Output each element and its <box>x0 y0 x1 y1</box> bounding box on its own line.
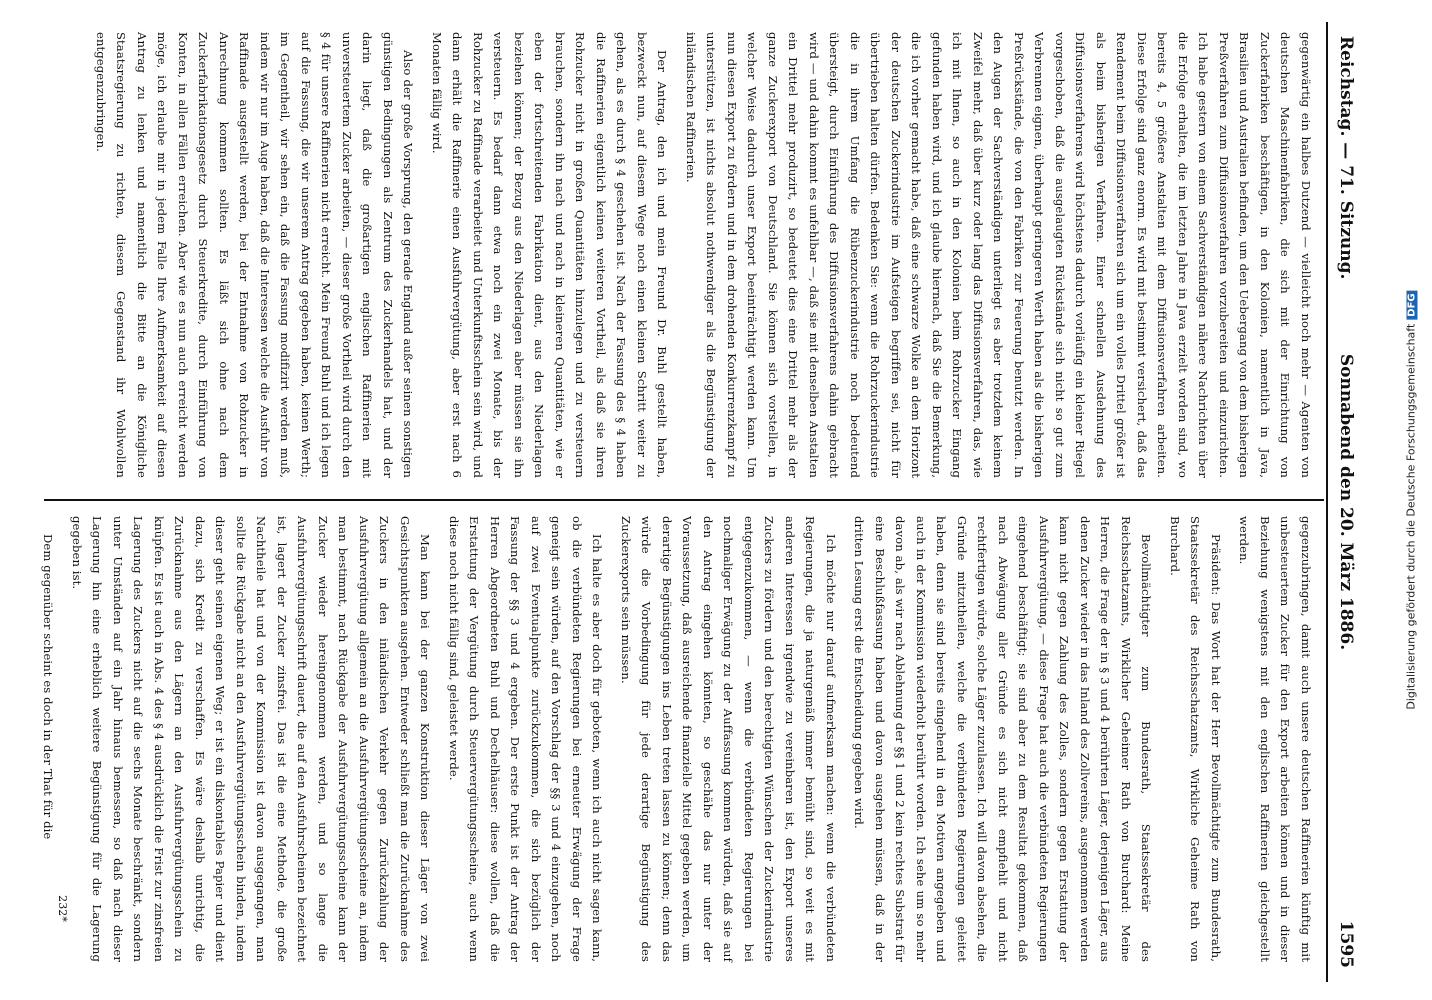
rotated-page <box>38 22 1368 982</box>
dfg-logo-badge: DFG <box>1407 290 1418 319</box>
paragraph: Man kann bei der ganzen Konstruktion dieser Läger von zwei Gesichtspunkten ausgehen. Entweder schließt man die Zurücknahme des Zuckers in den inländischen Verkehr gegen Zurückzahlung der Ausfuhrvergütung allgemein an die Ausfuhrvergütungsscheine an, indem man bestimmt, nach Rückgabe der Ausfuhrvergütungsscheine kann der Zucker wieder hereingenommen werden, und so lange die Ausfuhrvergütungsschrift dauert, die auf den Ausfuhrscheinen bezeichnet ist, lagert der Zucker zinsfrei. Das ist die eine Methode, die große Nachtheile hat und von der Kommission ist davon ausgegangen, man sollte die Rückgabe nicht an den Ausfuhrvergütungsschein binden, indem dieser geht seinen eigenen Weg; er ist ein diskontables Papier und dient dazu, sich Kredit zu verschaffen. Es wäre deshalb unrichtig, die Zurücknahme aus den Lägern an den Ausfuhrvergütungsschein zu knüpfen. Es ist auch in Abs. 4 des § 4 ausdrücklich die Frist zur zinsfreien Lagerung des Zuckers nicht auf die sechs Monate beschränkt, sondern unter Umständen auf ein Jahr hinaus bemessen, so daß nach dieser Lagerung hin eine erheblich weitere Begünstigung für die Lagerung gegeben ist. <box>70 516 433 962</box>
paragraph: Ich halte es aber doch für geboten, wenn ich auch nicht sagen kann, ob die verbündeten Regierungen bei erneuter Erwägung der Frage geneigt sein würden, auf den Vorschlag der §§ 3 und 4 einzugehen, noch auf zwei Eventualpunkte zurückzukommen, die sich bezüglich der Fassung der §§ 3 und 4 ergeben. Der erste Punkt ist der Antrag der Herren Abgeordneten Buhl und Dechelhäuser: diese wollen, daß die Erstattung der Vergütung durch Steuervergütungsscheine, auch wenn diese noch nicht fällig sind, geleistet werde. <box>447 516 605 962</box>
paragraph: Ich möchte nur darauf aufmerksam machen: wenn die verbündeten Regierungen, die ja naturgemäß immer bemüht sind, so weit es mit anderen Interessen irgendwie zu vereinbaren ist, den Export unseres Zuckers zu fördern und den berechtigten Wünschen der Zuckerindustrie entgegenzukommen, — wenn die verbündeten Regierungen bei nochmaliger Erwägung zu der Auffassung kommen würden, daß sie auf den Antrag eingehen könnten, so geschähe das nur unter der Voraussetzung, daß ausreichende finanzielle Mittel gegeben werden, um derartige Begünstigungen ins Leben treten lassen zu können; denn das würde die Vorbedingung für jede derartige Begünstigung des Zuckerexports sein müssen. <box>619 516 838 962</box>
column-divider <box>44 499 1324 501</box>
paragraph: Also der große Vorsprung, den gerade England außer seinen sonstigen günstigen Bedingungen als Zentrum des Zuckerhandels hat, und der darin liegt, daß die großartigen englischen Raffinerien mit unversteuertem Zucker arbeiten, — dieser große Vortheil wird durch den § 4 für unsere Raffinerien nicht erreicht. Mein Freund Buhl und ich legen auf die Fassung, die wir unserem Antrag gegeben haben, keinen Werth; im Gegentheil, wir sehen ein, daß die Fassung modifizirt werden muß, indem wir nur im Auge haben, daß die Interessen welche die Ausfuhr von Raffinade ausgestellt werden, bei der Entnahme von Rohzucker in Anrechnung kommen sollten. Es läßt sich ohne nach dem Zuckerfabrikationsgesetz durch Steuerkredite, durch Einführung von Konten, in allen Fällen erreichen. Aber wie es nun auch erreicht werden möge, ich erlaube mir in jedem Falle Ihre Aufmerksamkeit auf diesen Antrag zu lenken und namentlich die Bitte an die Königliche Staatsregierung zu richten, diesem Gegenstand ihr Wohlwollen entgegenzubringen. <box>94 32 416 478</box>
paragraph: Dem gegenüber scheint es doch in der That für die <box>41 534 56 840</box>
paragraph: Bevollmächtigter zum Bundesrath, Staatssekretär des Reichsschatzamts, Wirklicher Geheimer Rath von Burchard: Meine Herren, die Frage der in § 3 und 4 berührten Läger, derjenigen Läger, aus denen Zucker wieder in das Inland des Zollvereins, ausgenommen werden kann nicht gegen Zahlung des Zolles, sondern gegen Erstattung der Ausfuhrvergütung, — diese Frage hat auch die verbündeten Regierungen eingehend beschäftigt; sie sind aber zu dem Resultat gekommen, daß nach Abwägung aller Gründe es sich nicht empfiehlt und nicht rechtfertigen würde, solche Läger zuzulassen. Ich will davon absehen, die Gründe mitzutheilen, welche die verbündeten Regierungen geleitet haben, denn sie sind bereits eingehend in den Motiven angegeben und auch in der Kommission wiederholt berührt worden. Ich sehe um so mehr davon ab, als wir nach Ablehnung der §§ 1 und 2 kein rechtes Substrat für eine Beschlußfassung haben und davon ausgehen müssen, daß in der dritten Lesung erst die Entscheidung gegeben wird. <box>852 516 1154 962</box>
left-column <box>46 32 1316 478</box>
paragraph: gegenwärtig ein halbes Dutzend — vielleicht noch mehr — Agenten von deutschen Maschinenfabriken, die sich mit der Einrichtung von Zuckerfabriken beschäftigen, in den Kolonien, namentlich in Java, Brasilien und Australien befinden, um den Uebergang von dem bisherigen Preßverfahren zum Diffusionsverfahren vorzubereiten und einzurichten. Ich habe gestern von einem Sachverständigen nähere Nachrichten über die Erfolge erhalten, die im letzten Jahre in Java erzielt worden sind, wo bereits 4, 5 größere Anstalten mit dem Diffusionsverfahren arbeiten. Diese Erfolge sind ganz enorm. Es wird mit bestimmt versichert, daß das Rendement beim Diffusionsverfahren sich um ein volles Drittel größer ist als beim bisherigen Verfahren. Einer schnellen Ausdehnung des Diffusionsverfahrens wird höchstens dadurch vorläufig ein kleiner Riegel vorgeschoben, daß die ausgelaugten Rückstände sich nicht so gut zum Verbrennen eignen, überhaupt geringeren Werth haben als die bisherigen Preßrückstände, die von den Fabriken zur Feuerung benutzt werden. In den Augen der Sachverständigen unterliegt es aber trotzdem keinem Zweifel mehr, daß über kurz oder lang das Diffusionsverfahren, das, wie ich mit Ihnen, so auch in den Kolonien beim Rohrzucker Eingang gefunden haben wird, und ich glaube hiernach, daß Sie die Bemerkung, die ich vorher gemacht habe, daß eine schwarze Wolke an dem Horizont der deutschen Zuckerindustrie im Aufsteigen begriffen sei, nicht für übertrieben halten dürfen. Bedenken Sie: wenn die Rohrzuckerindustrie die in ihrem Umfang die Rübenzuckerindustrie noch bedeutend übersteigt, durch Einführung des Diffusionsverfahrens dahin gebracht wird — und dahin kommt es unfehlbar —, daß sie mit denselben Anstalten ein Drittel mehr produzirt, so bedeutet dies eine Drittel mehr als der ganze Zuckerexport von Deutschland. Sie können sich vorstellen, in welcher Weise dadurch unser Export beeinträchtigt werden kann. Um nun diesen Export zu fördern und in dem drohenden Konkurrenzkampf zu unterstützen, ist nichts absolut nothwendiger als die Begünstigung der inländischen Raffinerien. <box>684 32 1313 478</box>
right-column <box>41 516 1316 962</box>
running-head-date: Sonnabend den 20. März 1886. <box>1336 353 1356 651</box>
paragraph: Der Antrag, den ich und mein Freund Dr. Buhl gestellt haben, bezweckt nun, auf diesem Wege noch einen kleinen Schritt weiter zu gehen, als es durch § 4 geschehen ist. Nach der Fassung des § 4 haben die Raffinerien eigentlich keinen weiteren Vortheil, als daß sie ihren Rohzucker nicht in großen Quantitäten hinzulegen und zu versteuern brauchen, sondern ihn nach und nach in kleineren Quantitäten, wie er eben der fortschreitenden Fabrikation dient, aus den Niederlagen beziehen können; der Bezug aus den Niederlagen aber müssen sie ihn versteuern. Es bedarf dann etwa noch ein zwei Monate, bis der Rohzucker zu Raffinade verarbeitet und Unterkunftsschein sein wird, und dann erhält die Raffinerie einen Ausfuhrvergütung, aber erst nach 6 Monaten fällig wird. <box>430 32 670 478</box>
page-number: 1595 <box>1336 920 1356 968</box>
paragraph: Präsident: Das Wort hat der Herr Bevollmächtigte zum Bundesrath, Staatssekretär des Reichsschatzamts, Wirkliche Geheime Rath von Burchard. <box>1168 516 1223 962</box>
signature-mark: 232* <box>56 895 70 922</box>
paragraph: gegenzubringen, damit auch unsere deutschen Raffinerien künftig mit unbesteuertem Zucker für den Export arbeiten können und in dieser Beziehung wenigstens mit den englischen Raffinerien gleichgestellt werden. <box>1237 516 1313 962</box>
credit-line <box>1405 290 1418 709</box>
page-header <box>1326 22 1368 982</box>
digitization-credit <box>1390 0 1432 1000</box>
credit-text: Digitalisierung gefördert durch die Deutsche Forschungsgemeinschaft <box>1404 323 1418 710</box>
running-head-left: Reichstag. — 71. Sitzung. <box>1336 36 1356 280</box>
